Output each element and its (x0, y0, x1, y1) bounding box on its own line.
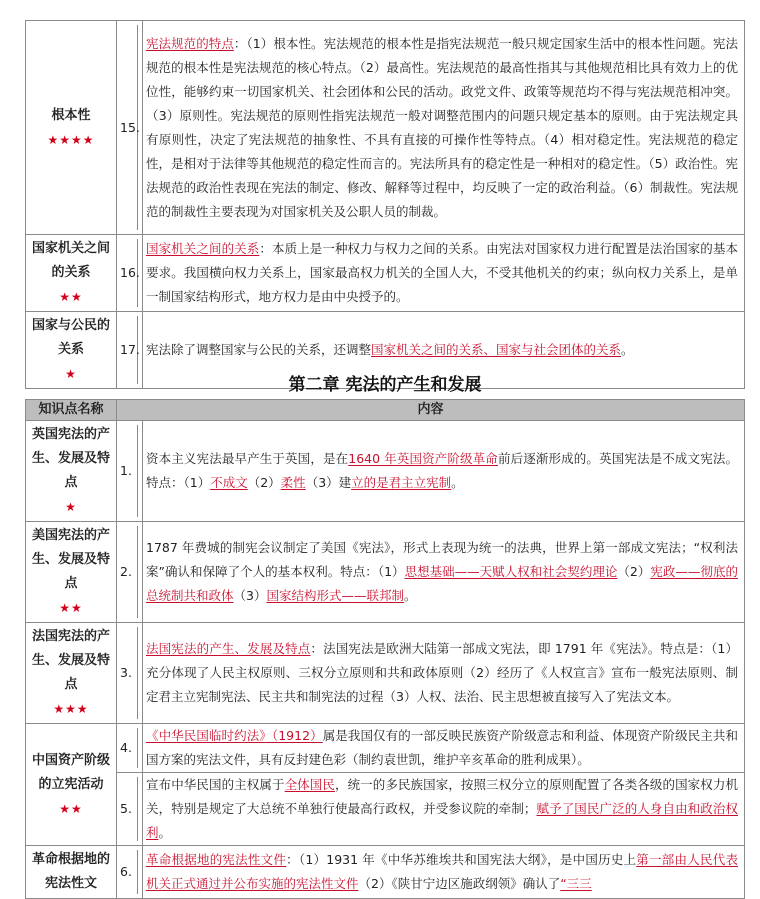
table-row (26, 522, 745, 623)
knowledge-table-ch1 (25, 20, 745, 389)
body-text: ：法国宪法是欧洲大陆第一部成文宪法，即 1791 年《宪法》。特点是：（1）充分体现了人民主权原则、三权分立原则和共和政体原则（2）经历了《人权宣言》宣布一般宪法原则、制定君主立宪制宪法、民主共和制宪法的过程（3）人权、法治、民主思想被直接写入了宪法文本。 (146, 641, 738, 704)
importance-stars: ★ (65, 500, 77, 514)
topic-name: 英国宪法的产生、发展及特点 (31, 427, 110, 490)
item-content (143, 522, 745, 623)
importance-stars: ★ (65, 367, 77, 381)
header-content: 内容 (117, 400, 745, 421)
table-row (26, 623, 745, 724)
topic-cell (26, 235, 117, 312)
item-number: 5. (117, 773, 143, 846)
item-number: 16. (117, 235, 143, 312)
highlighted-key-phrase: 柔性 (280, 475, 306, 490)
item-content (143, 623, 745, 724)
item-number: 3. (117, 623, 143, 724)
highlighted-key-phrase: 第一部由人民代表机关正式通过并公布实施的宪法性文件 (146, 852, 738, 891)
chapter-title: 第二章 宪法的产生和发展 (288, 375, 482, 395)
highlighted-key-phrase: 《中华民国临时约法》（1912） (146, 728, 323, 743)
body-text: ：（1）1931 年《中华苏维埃共和国宪法大纲》，是中国历史上 (286, 852, 637, 867)
body-text: 。 (451, 475, 464, 490)
item-content (143, 846, 745, 899)
item-number: 2. (117, 522, 143, 623)
topic-name: 中国资产阶级的立宪活动 (31, 752, 110, 792)
body-text: 前后逐渐形成的。英国宪法是不成文宪法。特点：（1） (146, 451, 738, 490)
table-row (26, 846, 745, 899)
topic-name: 法国宪法的产生、发展及特点 (31, 629, 110, 692)
body-text: （2）《陕甘宁边区施政纲领》确认了 (358, 876, 561, 891)
topic-cell (26, 21, 117, 235)
importance-stars: ★★ (59, 290, 83, 304)
highlighted-key-phrase: 不成文 (210, 475, 248, 490)
table-row (26, 421, 745, 522)
highlighted-key-phrase: “三三 (560, 876, 592, 891)
body-text: 宪法除了调整国家与公民的关系，还调整 (146, 342, 372, 357)
body-text: ，统一的多民族国家，按照三权分立的原则配置了各类各级的国家权力机关，特别是规定了大总统不单独行使最高行政权，并受参议院的牵制； (146, 777, 738, 816)
item-number: 17. (117, 312, 143, 389)
item-content (143, 421, 745, 522)
body-text: 。 (158, 825, 172, 840)
highlighted-key-phrase: 立的是君主立宪制 (351, 475, 452, 490)
body-text: 。 (403, 588, 417, 603)
knowledge-table-ch2 (25, 399, 745, 899)
topic-name: 革命根据地的宪法性文 (31, 852, 110, 891)
highlighted-key-phrase: 全体国民 (284, 777, 335, 792)
highlighted-key-phrase: 宪法规范的特点 (146, 35, 234, 51)
topic-name: 根本性 (51, 107, 91, 123)
topic-cell (26, 421, 117, 522)
table-header-row (26, 400, 745, 421)
body-text: （2） (247, 475, 281, 490)
item-content (143, 235, 745, 312)
body-text: 属是我国仅有的一部反映民族资产阶级意志和利益、体现资产阶级民主共和国方案的宪法文件，具有反封建色彩（制约袁世凯，维护辛亥革命的胜利成果）。 (146, 728, 738, 767)
highlighted-key-phrase: 宪政——彻底的总统制共和政体 (146, 564, 738, 603)
importance-stars: ★★★ (53, 702, 89, 716)
item-number: 4. (117, 724, 143, 773)
highlighted-key-phrase: 思想基础——天赋人权和社会契约理论 (404, 564, 618, 579)
header-topic: 知识点名称 (26, 400, 117, 421)
item-content (143, 773, 745, 846)
topic-name: 国家与公民的关系 (31, 318, 110, 357)
table-row (26, 773, 745, 846)
body-text: ：本质上是一种权力与权力之间的关系。由宪法对国家权力进行配置是法治国家的基本要求。我国横向权力关系上，国家最高权力机关的全国人大，不受其他机关的约束；纵向权力关系上，是单一制国家结构形式，地方权力是由中央授予的。 (146, 241, 738, 304)
item-content (143, 724, 745, 773)
importance-stars: ★★ (59, 801, 83, 816)
body-text: （3）建 (305, 475, 352, 490)
body-text: 资本主义宪法最早产生于英国，是在 (146, 451, 349, 466)
highlighted-key-phrase: 革命根据地的宪法性文件 (146, 852, 287, 867)
importance-stars: ★★★★ (47, 132, 95, 147)
body-text: 1787 年费城的制宪会议制定了美国《宪法》，形式上表现为统一的法典，世界上第一部成文宪法；“权利法案”确认和保障了个人的基本权利。特点：（1） (146, 540, 738, 579)
body-text: （2） (617, 564, 651, 579)
table-row (26, 724, 745, 773)
table-row (26, 21, 745, 235)
highlighted-key-phrase: 国家结构形式——联邦制 (266, 588, 404, 603)
table-row (26, 235, 745, 312)
topic-cell (26, 522, 117, 623)
topic-name: 国家机关之间的关系 (31, 241, 110, 280)
highlighted-key-phrase: 1640 年英国资产阶级革命 (348, 451, 498, 466)
body-text: 。 (621, 342, 634, 357)
topic-cell (26, 846, 117, 899)
topic-cell (26, 623, 117, 724)
item-number: 6. (117, 846, 143, 899)
body-text: 宣布中华民国的主权属于 (146, 777, 285, 792)
highlighted-key-phrase: 法国宪法的产生、发展及特点 (146, 641, 311, 656)
highlighted-key-phrase: 国家机关之间的关系 (146, 241, 260, 256)
highlighted-key-phrase: 赋予了国民广泛的人身自由和政治权利 (146, 801, 738, 840)
item-number: 1. (117, 421, 143, 522)
topic-name: 美国宪法的产生、发展及特点 (31, 528, 110, 591)
body-text: （3） (233, 588, 267, 603)
highlighted-key-phrase: 国家机关之间的关系、国家与社会团体的关系 (371, 342, 622, 357)
body-text: ：（1）根本性。宪法规范的根本性是指宪法规范一般只规定国家生活中的根本性问题。宪法规范的根本性是宪法规范的核心特点。（2）最高性。宪法规范的最高性指其与其他规范相比具有效力上的优位性，能够约束一切国家机关、社会团体和公民的活动。政党文件、政策等规范均不得与宪法规范相冲突。（3）原则性。宪法规范的原则性指宪法规范一般对调整范围内的问题只规定基本的原则。由于宪法规定具有原则性，决定了宪法规范的抽象性、不具有直接的可操作性等特点。（4）相对稳定性。宪法规范的稳定性，是相对于法律等其他规范的稳定性而言的。宪法所具有的稳定性是一种相对的稳定性。（5）政治性。宪法规范的政治性表现在宪法的制定、修改、解释等过程中，均反映了一定的政治利益。（6）制裁性。宪法规范的制裁性主要表现为对国家机关及公职人员的制裁。 (146, 35, 738, 219)
item-number: 15. (117, 21, 143, 235)
importance-stars: ★★ (59, 601, 83, 615)
item-content (143, 21, 745, 235)
topic-cell (26, 724, 117, 846)
